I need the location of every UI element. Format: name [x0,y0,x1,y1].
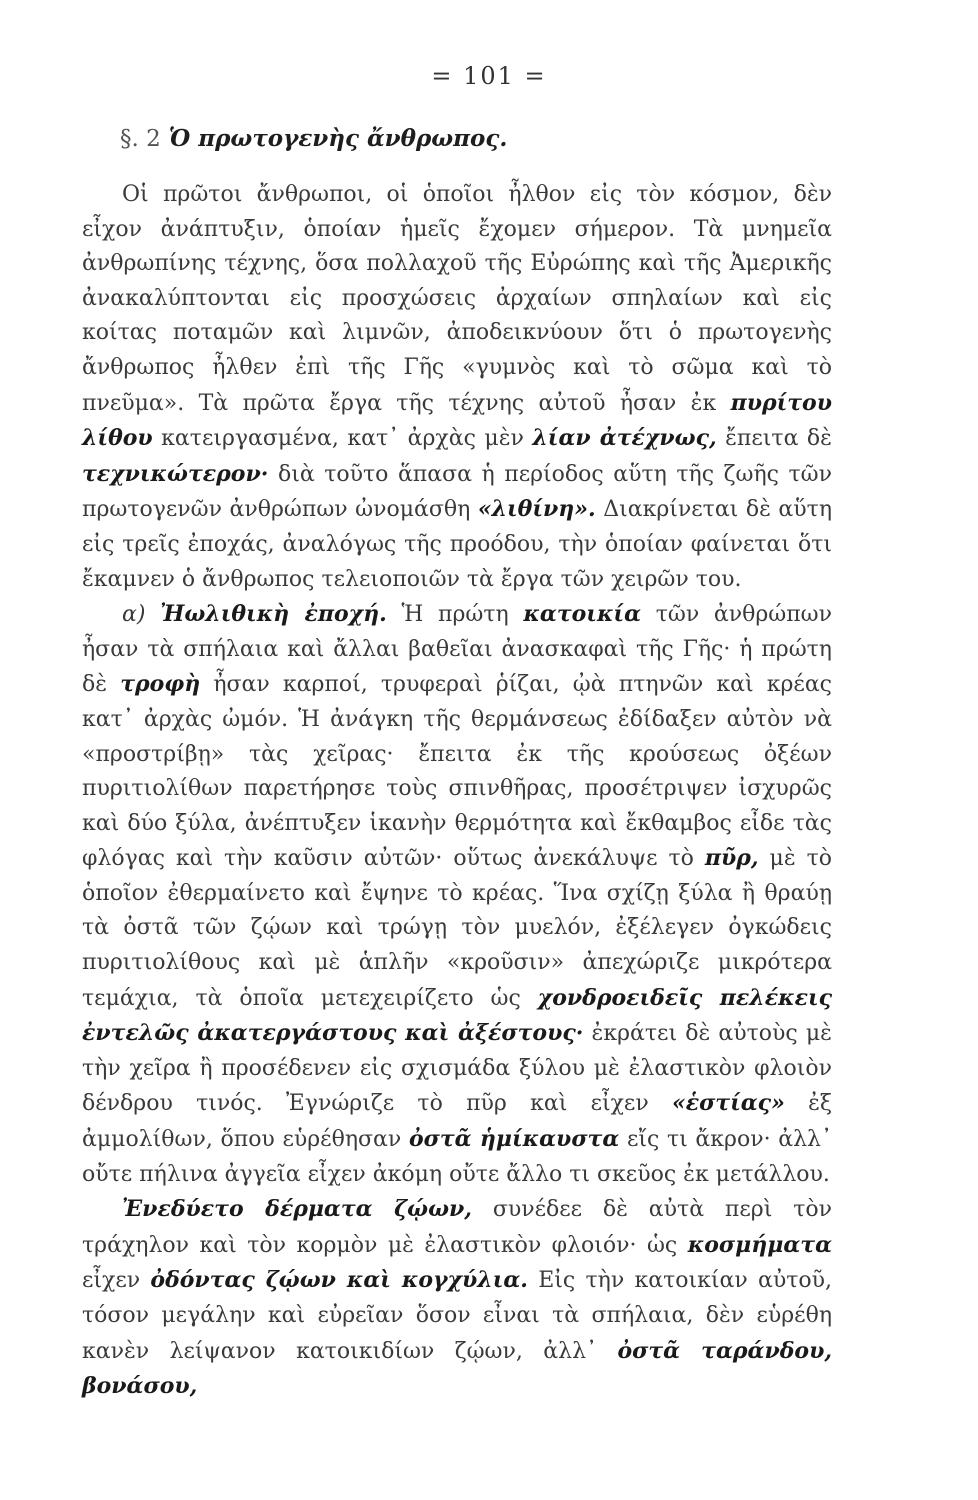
text-run: εἴς τι ἄκρον· ἀλλ᾽ οὔτε πήλινα ἀγγεῖα εἶχεν ἀκόμη οὔτε ἄλλο τι σκεῦος ἐκ μετάλλου. [82,1127,832,1187]
emphasis-term: Ἐνεδύετο δέρματα ζῴων, [122,1196,472,1223]
emphasis-term: «ἑστίας» [671,1090,785,1117]
page-number: = 101 = [431,62,547,90]
emphasis-term: λίαν ἀτέχνως, [532,425,717,452]
emphasis-term: ὀδόντας ζῴων καὶ κογχύλια. [150,1267,528,1294]
text-run: Οἱ πρῶτοι ἄνθρωποι, οἱ ὁποῖοι ἦλθον εἰς τὸν κόσμον, δὲν εἶχον ἀνάπτυξιν, ὁποίαν ἡμεῖς ἔχομεν σήμερον. Τὰ μνημεῖα ἀνθρωπίνης τέχνης, ὅσα πολλαχοῦ τῆς Εὐρώπης καὶ τῆς Ἀμερικῆς ἀνακαλύπτονται εἰς προσχώσεις ἀρχαίων σπηλαίων καὶ εἰς κοίτας ποταμῶν καὶ λιμνῶν, ἀποδεικνύουν ὅτι ὁ πρωτογενὴς ἄνθρωπος ἦλθεν ἐπὶ τῆς Γῆς «γυμνὸς καὶ τὸ σῶμα καὶ τὸ πνεῦμα». Τὰ πρῶτα ἔργα τῆς τέχνης αὐτοῦ ἦσαν ἐκ [82,182,832,416]
text-run: κατειργασμένα, κατ᾽ ἀρχὰς μὲν [152,426,533,452]
text-run: τῶν ἀνθρώπων ἦσαν τὰ σπήλαια καὶ ἄλλαι βαθεῖαι ἀνασκαφαὶ τῆς Γῆς· ἡ πρώτη δὲ [82,602,833,698]
era-title: Ἠωλιθικὴ ἐποχή. [160,601,387,628]
text-run: Διακρίνεται δὲ αὕτη εἰς τρεῖς ἐποχάς, ἀναλόγως τῆς προόδου, τὴν ὁποίαν φαίνεται ὅτι ἔκαμνεν ὁ ἄνθρωπος τελειοποιῶν τὰ ἔργα τῶν χειρῶν του. [82,497,832,592]
emphasis-term: ὀστᾶ ταράνδου, βονάσου, [82,1337,832,1400]
text-run: ἔπειτα δὲ [716,426,832,452]
text-run: μὲ τὸ ὁποῖον ἐθερμαίνετο καὶ ἔψηνε τὸ κρέας. Ἵνα σχίζῃ ξύλα ἢ θραύῃ τὰ ὀστᾶ τῶν ζῴων καὶ τρώγῃ τὸν μυελόν, ἐξέλεγεν ὀγκώδεις πυριτιολίθους καὶ μὲ ἁπλῆν «κροῦσιν» ἀπεχώριζε μικρότερα τεμάχια, τὰ ὁποῖα μετεχειρίζετο ὡς [82,846,832,1011]
list-label: α) [122,602,146,628]
paragraph-intro [82,178,832,597]
emphasis-term: πῦρ, [704,845,759,872]
section-number: §. 2 [120,126,161,152]
paragraph-clothing [82,1192,832,1405]
emphasis-term: «λιθίνη». [477,496,596,523]
section-heading [120,125,507,152]
body-text [82,178,832,1405]
section-title: Ὁ πρωτογενὴς ἄνθρωπος. [168,125,508,152]
emphasis-term: κοσμήματα [687,1231,832,1258]
emphasis-term: πυρίτου λίθου [82,389,832,452]
emphasis-term: τεχνικώτερον· [82,460,269,487]
emphasis-term: χονδροειδεῖς πελέκεις ἐντελῶς ἀκατεργάστους καὶ ἀξέστους· [82,984,832,1047]
text-run: ἐξ ἀμμολίθων, ὅπου εὑρέθησαν [82,1091,832,1153]
text-run: ἐκράτει δὲ αὐτοὺς μὲ τὴν χεῖρα ἢ προσέδενεν εἰς σχισμάδα ξύλου μὲ ἐλαστικὸν φλοιὸν δένδρου τινός. Ἐγνώριζε τὸ πῦρ καὶ εἶχεν [82,1021,832,1117]
emphasis-term: τροφὴ [120,671,201,698]
text-run: Ἡ πρώτη [386,602,524,628]
text-run: διὰ τοῦτο ἅπασα ἡ περίοδος αὕτη τῆς ζωῆς τῶν πρωτογενῶν ἀνθρώπων ὠνομάσθη [82,461,832,523]
emphasis-term: ὀστᾶ ἡμίκαυστα [408,1126,620,1153]
text-run: συνέδεε δὲ αὐτὰ περὶ τὸν τράχηλον καὶ τὸν κορμὸν μὲ ἐλαστικὸν φλοιόν· ὡς [82,1197,832,1258]
emphasis-term: κατοικία [523,601,642,628]
paragraph-eolithic [82,597,832,1192]
text-run: ἦσαν καρποί, τρυφεραὶ ῥίζαι, ᾠὰ πτηνῶν καὶ κρέας κατ᾽ ἀρχὰς ὠμόν. Ἡ ἀνάγκη τῆς θερμάνσεως ἐδίδαξεν αὐτὸν νὰ «προστρίβῃ» τὰς χεῖρας· ἔπειτα ἐκ τῆς κρούσεως ὀξέων πυριτιολίθων παρετήρησε τοὺς σπινθῆρας, προσέτριψεν ἰσχυρῶς καὶ δύο ξύλα, ἀνέπτυξεν ἱκανὴν θερμότητα καὶ ἔκθαμβος εἶδε τὰς φλόγας καὶ τὴν καῦσιν αὐτῶν· οὕτως ἀνεκάλυψε τὸ [82,672,832,872]
text-run: Εἰς τὴν κατοικίαν αὐτοῦ, τόσον μεγάλην καὶ εὐρεῖαν ὅσον εἶναι τὰ σπήλαια, δὲν εὑρέθη κανὲν λείψανον κατοικιδίων ζῴων, ἀλλ᾽ [82,1268,832,1364]
text-run: εἶχεν [82,1268,151,1294]
